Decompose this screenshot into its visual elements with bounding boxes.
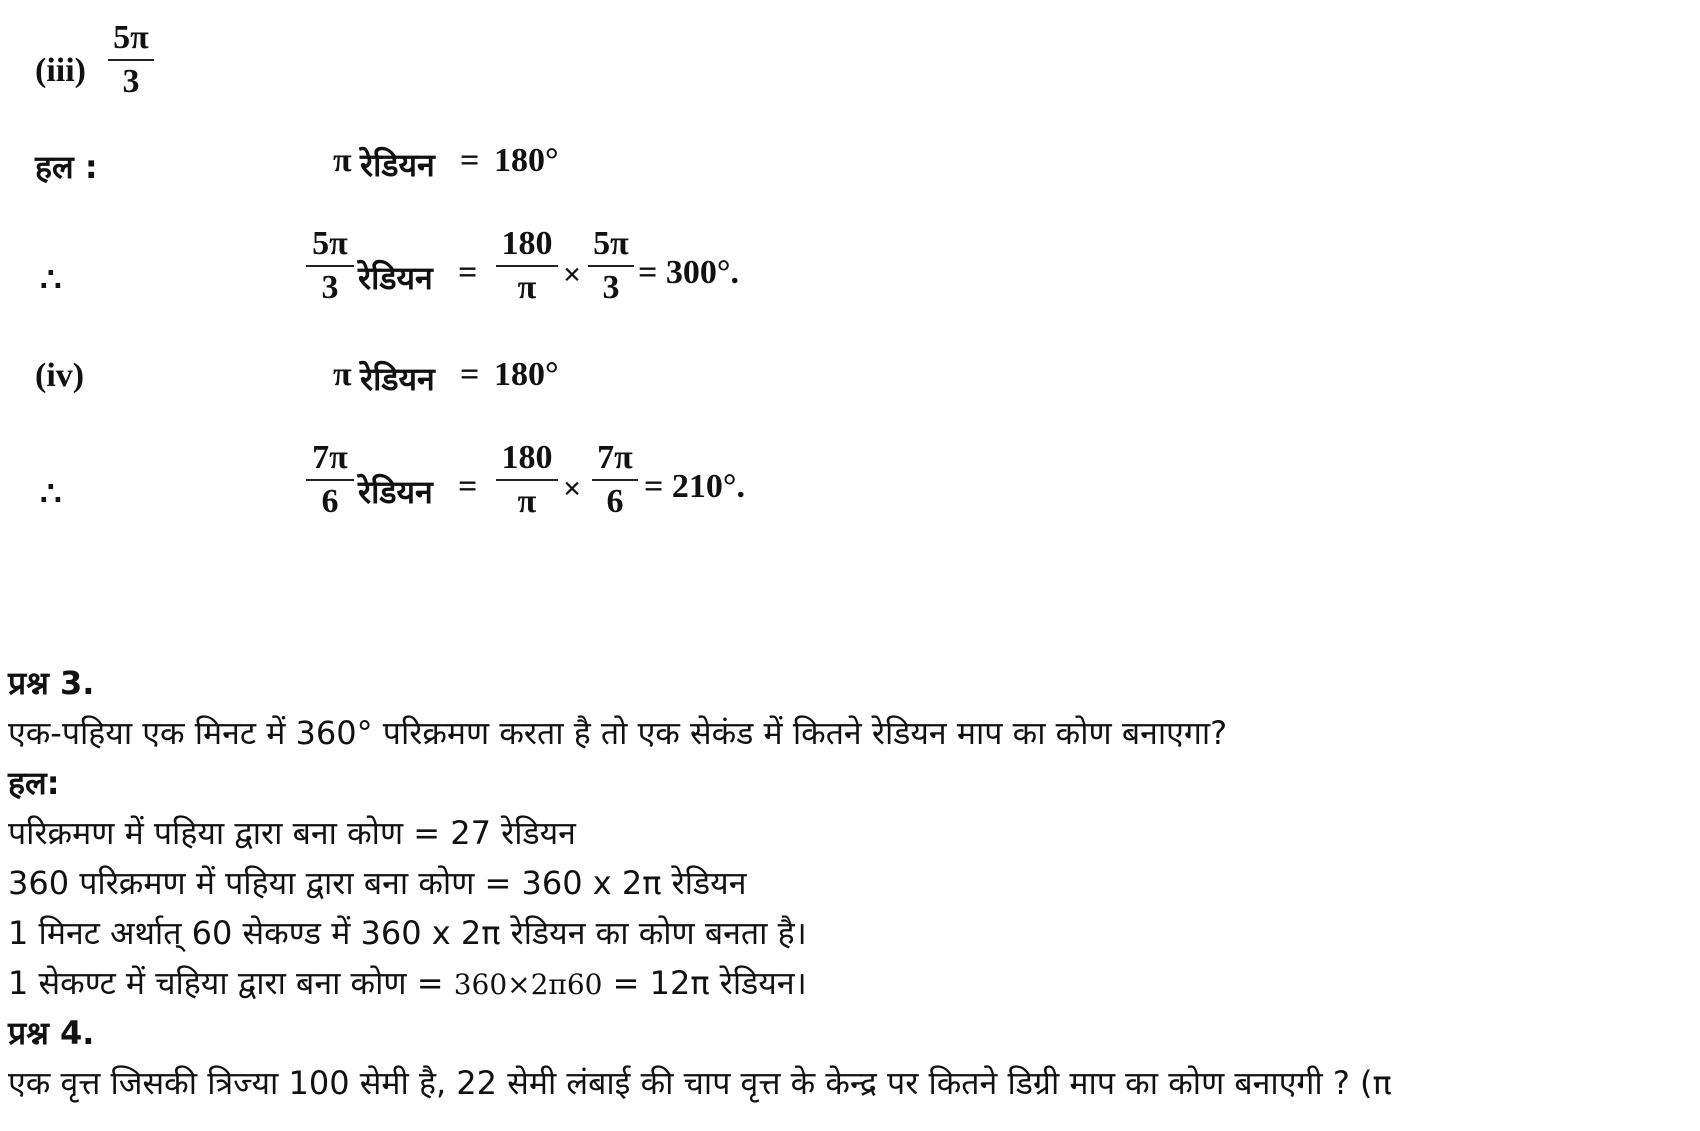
value-180-deg: 180° [494,142,559,179]
typed-text-block [8,658,1698,1108]
value-180-deg: 180° [494,356,559,393]
fraction-numerator: 5π [312,225,348,262]
times-sign: × [563,470,582,506]
fraction-bar [496,265,558,267]
fraction-numerator: 7π [312,439,348,476]
eq1-rhs-fraction [588,226,634,305]
hal-label: हल : [35,148,98,186]
eq2-180-over-pi [496,440,558,519]
eq1-lhs-fraction [306,226,354,305]
fraction-denominator: 6 [606,482,624,520]
fraction-denominator: 3 [321,268,339,306]
line4-expression: 360×2π60 [453,968,603,1001]
times-sign: × [563,256,582,292]
fraction-bar [306,265,354,267]
fraction-denominator: π [517,268,537,306]
q3-body: एक-पहिया एक मिनट में 360° परिक्रमण करता है तो एक सेकंड में कितने रेडियन माप का कोण बनाएगा? [8,714,1228,752]
fraction-denominator: 3 [602,268,620,306]
line4-suffix: = 12π रेडियन। [602,964,807,1002]
solution-line-3: 1 मिनट अर्थात् 60 सेकण्ड में 360 x 2π रेडियन का कोण बनता है। [8,914,807,952]
fraction-bar [592,479,638,481]
eq2-result: = 210°. [644,468,745,505]
equals-sign: = [458,254,478,291]
fraction-numerator: 180 [501,439,553,476]
fraction-denominator: 3 [122,62,140,100]
line4-prefix: 1 सेकण्ट में चहिया द्वारा बना कोण = [8,964,454,1002]
eq2-rhs-fraction [592,440,638,519]
eq2-lhs-fraction [306,440,354,519]
fraction-bar [108,59,154,61]
solution-line-2: 360 परिक्रमण में पहिया द्वारा बना कोण = 360 x 2π रेडियन [8,864,747,902]
pi-symbol: π [333,356,352,393]
radian-word: रेडियन [360,360,435,398]
pi-symbol: π [333,142,352,179]
part-iii-fraction [108,20,154,99]
hal-heading: हल: [8,764,60,802]
fraction-numerator: 5π [593,225,629,262]
fraction-numerator: 7π [597,439,633,476]
part-iv-label: (iv) [35,357,85,394]
fraction-denominator: 6 [321,482,339,520]
solution-line-1: परिक्रमण में पहिया द्वारा बना कोण = 27 रेडियन [8,814,576,852]
q3-heading: प्रश्न 3. [8,664,95,702]
radian-word: रेडियन [360,146,435,184]
fraction-denominator: π [517,482,537,520]
q4-body: एक वृत्त जिसकी त्रिज्या 100 सेमी है, 22 सेमी लंबाई की चाप वृत्त के केन्द्र पर कितने डिग्री माप का कोण बनाएगी ? (π [8,1064,1392,1102]
radian-word: रेडियन [358,259,433,297]
fraction-numerator: 180 [501,225,553,262]
radian-word: रेडियन [358,473,433,511]
therefore-symbol: ∴ [40,262,62,299]
equals-sign: = [460,356,480,393]
therefore-symbol: ∴ [40,476,62,513]
part-iii-label: (iii) [35,52,86,89]
eq1-180-over-pi [496,226,558,305]
fraction-bar [496,479,558,481]
fraction-numerator: 5π [113,19,149,56]
equals-sign: = [458,468,478,505]
fraction-bar [306,479,354,481]
eq1-result: = 300°. [638,254,739,291]
equals-sign: = [460,142,480,179]
q4-heading: प्रश्न 4. [8,1014,95,1052]
fraction-bar [588,265,634,267]
solution-line-4 [8,958,1698,1008]
